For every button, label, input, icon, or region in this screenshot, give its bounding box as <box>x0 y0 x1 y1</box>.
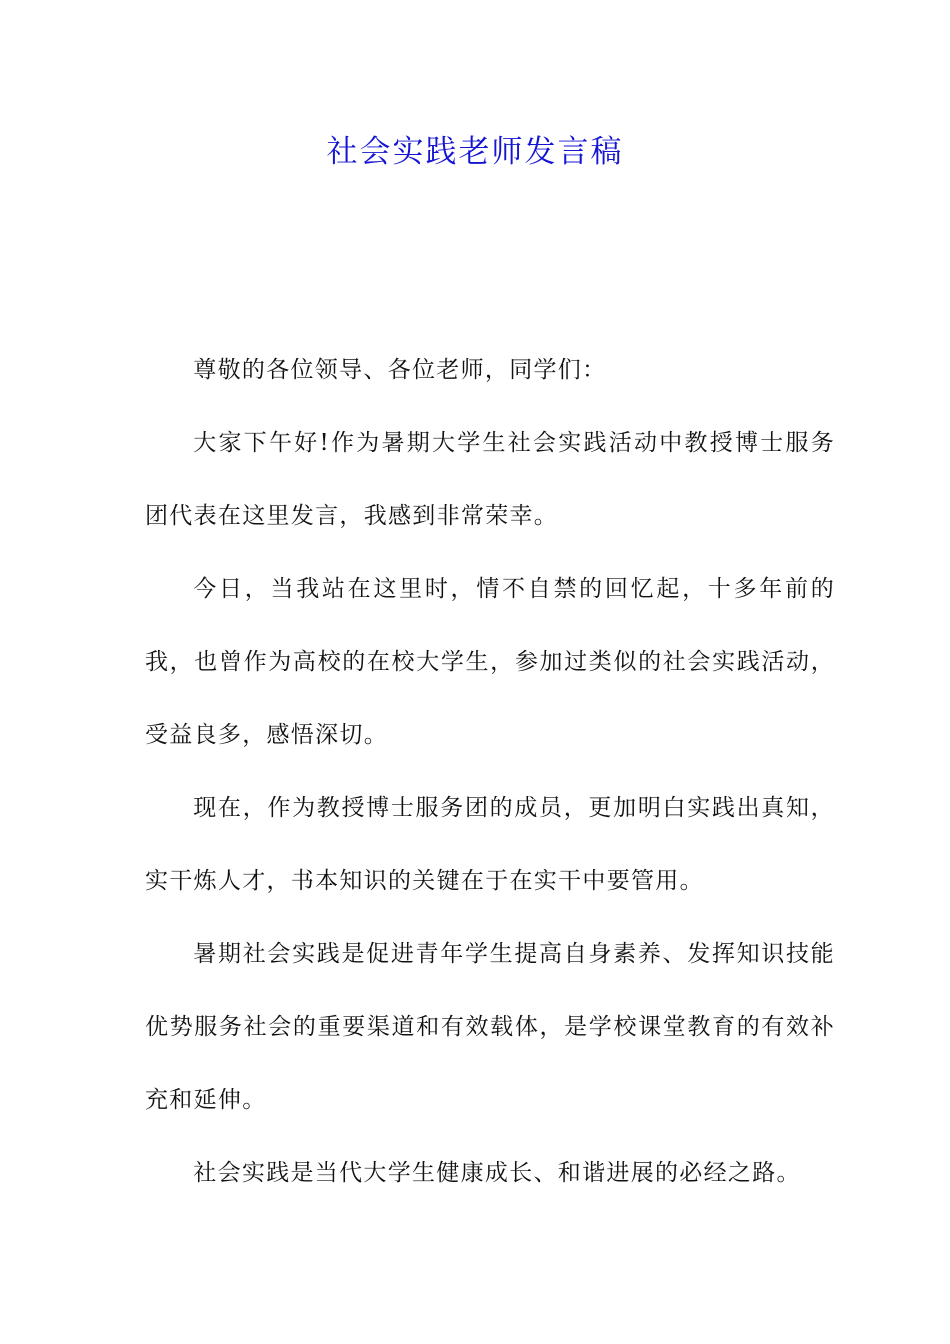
paragraph-recollection: 今日，当我站在这里时，情不自禁的回忆起，十多年前的我，也曾作为高校的在校大学生，参加过类似的社会实践活动，受益良多，感悟深切。 <box>145 576 835 748</box>
paragraph-growth-path: 社会实践是当代大学生健康成长、和谐进展的必经之路。 <box>193 1160 801 1186</box>
paragraph-practice-knowledge: 现在，作为教授博士服务团的成员，更加明白实践出真知，实干炼人才，书本知识的关键在于在实干中要管用。 <box>145 795 835 894</box>
paragraph-salutation: 尊敬的各位领导、各位老师，同学们： <box>193 357 607 383</box>
paragraph-greeting: 大家下午好!作为暑期大学生社会实践活动中教授博士服务团代表在这里发言，我感到非常荣幸。 <box>145 430 835 529</box>
document-title: 社会实践老师发言稿 <box>326 134 624 170</box>
document-body <box>145 334 835 1210</box>
paragraph-summer-practice: 暑期社会实践是促进青年学生提高自身素养、发挥知识技能优势服务社会的重要渠道和有效载体，是学校课堂教育的有效补充和延伸。 <box>145 941 835 1113</box>
